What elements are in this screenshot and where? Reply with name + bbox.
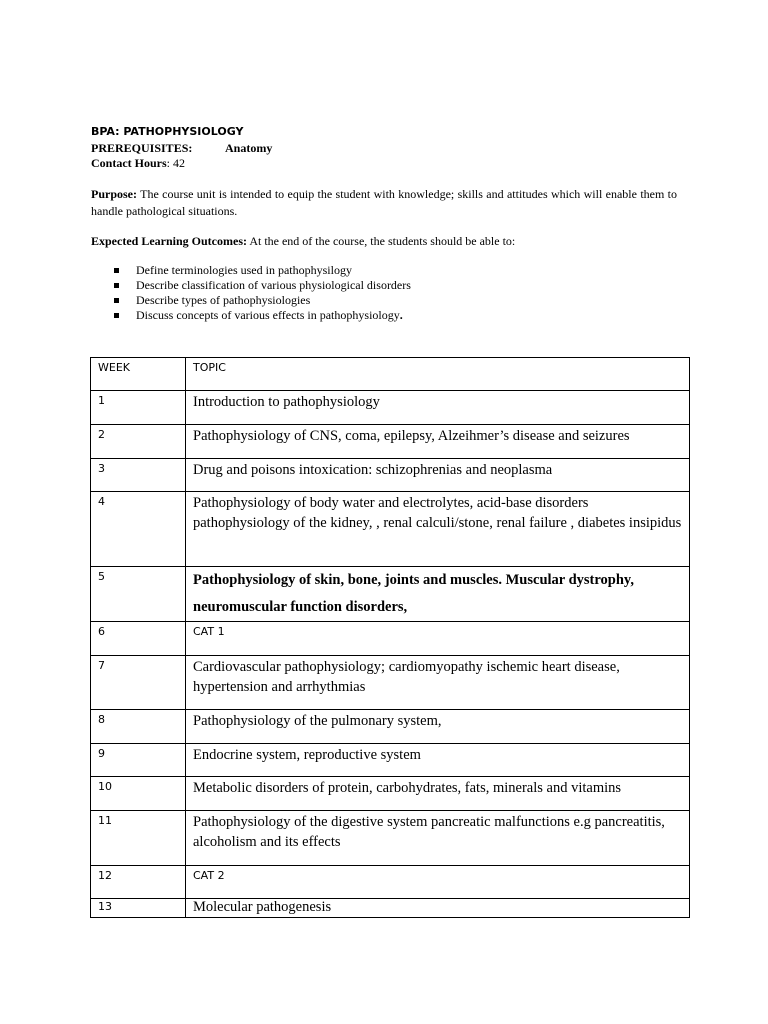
list-item: Describe classification of various physiological disorders (114, 278, 411, 293)
week-cell: 8 (91, 710, 186, 744)
outcomes-paragraph (91, 233, 677, 250)
table-row (91, 622, 690, 656)
table-row (91, 899, 690, 918)
outcomes-intro: At the end of the course, the students should be able to: (246, 234, 516, 248)
week-cell: 6 (91, 622, 186, 656)
week-cell: 4 (91, 492, 186, 567)
square-bullet-icon (114, 268, 119, 273)
table-row (91, 391, 690, 425)
contact-hours-value: : 42 (166, 156, 186, 170)
topic-cell: Molecular pathogenesis (186, 899, 690, 918)
topic-cell: Pathophysiology of the digestive system pancreatic malfunctions e.g pancreatitis, alcoholism and its effects (186, 811, 690, 866)
table-row (91, 811, 690, 866)
contact-hours-line (91, 156, 185, 171)
list-item: Describe types of pathophysiologies (114, 293, 411, 308)
topic-cell: Cardiovascular pathophysiology; cardiomyopathy ischemic heart disease, hypertension and arrhythmias (186, 656, 690, 710)
topic-header: TOPIC (186, 358, 690, 391)
topic-cell: CAT 2 (186, 866, 690, 899)
week-cell: 5 (91, 567, 186, 622)
week-cell: 10 (91, 777, 186, 811)
topic-cell: Metabolic disorders of protein, carbohydrates, fats, minerals and vitamins (186, 777, 690, 811)
list-item: Define terminologies used in pathophysilogy (114, 263, 411, 278)
prerequisites-value: Anatomy (225, 141, 273, 155)
topic-cell: Endocrine system, reproductive system (186, 744, 690, 777)
square-bullet-icon (114, 298, 119, 303)
contact-hours-label: Contact Hours (91, 156, 167, 170)
topic-cell: Pathophysiology of skin, bone, joints and muscles. Muscular dystrophy, neuromuscular function disorders, (186, 567, 690, 622)
week-cell: 3 (91, 459, 186, 492)
list-item: Discuss concepts of various effects in pathophysiology. (114, 308, 411, 323)
table-row (91, 710, 690, 744)
week-cell: 12 (91, 866, 186, 899)
topic-cell: Pathophysiology of body water and electrolytes, acid-base disorders pathophysiology of the kidney, , renal calculi/stone, renal failure , diabetes insipidus (186, 492, 690, 567)
topic-cell: Pathophysiology of the pulmonary system, (186, 710, 690, 744)
square-bullet-icon (114, 283, 119, 288)
outcomes-label: Expected Learning Outcomes: (91, 234, 247, 248)
table-row (91, 866, 690, 899)
table-row (91, 744, 690, 777)
course-title: BPA: PATHOPHYSIOLOGY (91, 125, 244, 138)
week-cell: 1 (91, 391, 186, 425)
table-row (91, 425, 690, 459)
table-row (91, 567, 690, 622)
table-row (91, 656, 690, 710)
week-cell: 9 (91, 744, 186, 777)
purpose-text: The course unit is intended to equip the student with knowledge; skills and attitudes which will enable them to handle pathological situations. (91, 187, 677, 218)
course-schedule-table (90, 357, 690, 918)
week-cell: 11 (91, 811, 186, 866)
prerequisites-line (91, 141, 273, 156)
table-row (91, 492, 690, 567)
topic-cell: Introduction to pathophysiology (186, 391, 690, 425)
outcomes-list (114, 263, 411, 323)
week-header: WEEK (91, 358, 186, 391)
topic-cell: CAT 1 (186, 622, 690, 656)
purpose-paragraph (91, 186, 677, 220)
prerequisites-label: PREREQUISITES: (91, 141, 193, 155)
table-row (91, 459, 690, 492)
purpose-label: Purpose: (91, 187, 137, 201)
table-header-row (91, 358, 690, 391)
table-row (91, 777, 690, 811)
topic-cell: Pathophysiology of CNS, coma, epilepsy, Alzeihmer’s disease and seizures (186, 425, 690, 459)
square-bullet-icon (114, 313, 119, 318)
topic-cell: Drug and poisons intoxication: schizophrenias and neoplasma (186, 459, 690, 492)
week-cell: 7 (91, 656, 186, 710)
week-cell: 2 (91, 425, 186, 459)
week-cell: 13 (91, 899, 186, 918)
